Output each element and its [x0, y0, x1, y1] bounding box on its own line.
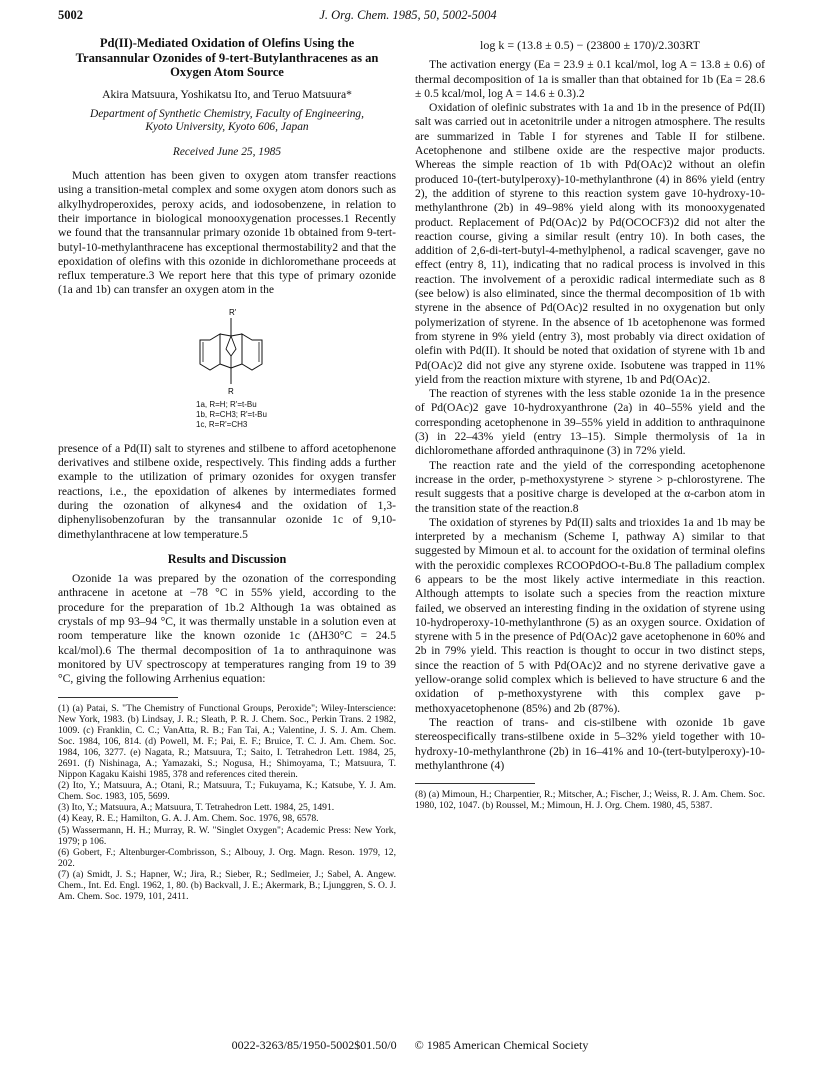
footnote-item: (5) Wassermann, H. H.; Murray, R. W. "Singlet Oxygen"; Academic Press: New York, 1979; p 106. — [58, 824, 396, 847]
article-affiliation: Department of Synthetic Chemistry, Faculty of Engineering, Kyoto University, Kyoto 606, Japan — [90, 107, 364, 134]
footnote-item: (6) Gobert, F.; Altenburger-Combrisson, S.; Albouy, J. Org. Magn. Reson. 1979, 12, 202. — [58, 846, 396, 869]
section-heading: Results and Discussion — [167, 551, 287, 566]
article-authors: Akira Matsuura, Yoshikatsu Ito, and Teruo Matsuura* — [102, 87, 352, 101]
journal-citation: J. Org. Chem. 1985, 50, 5002-5004 — [319, 8, 497, 22]
arrhenius-equation: log k = (13.8 ± 0.5) − (23800 ± 170)/2.303RT — [480, 38, 700, 52]
copyright-notice: © 1985 American Chemical Society — [414, 1038, 589, 1052]
structure-legend — [196, 400, 396, 430]
structure-bridge-bottom-left — [220, 364, 231, 368]
footnote-item: (8) (a) Mimoun, H.; Charpentier, R.; Mitscher, A.; Fischer, J.; Weiss, R. J. Am. Chem. Soc. 1980, 102, 1047. (b) Roussel, M.; Mimoun, H. J. Org. Chem. 1980, 45, 5387. — [415, 789, 765, 812]
body-paragraph: The activation energy (Ea = 23.9 ± 0.1 kcal/mol, log A = 13.8 ± 0.6) of thermal decomposition of 1a is smaller than that obtained for 1b (Ea = 28.6 ± 0.5 kcal/mol, log A = 14.6 ± 0.3).2 — [415, 58, 765, 100]
article-title: Pd(II)-Mediated Oxidation of Olefins Using the Transannular Ozonides of 9-tert-Butylanthracenes as an Oxygen Atom Source — [75, 36, 379, 79]
footnote-item: (4) Keay, R. E.; Hamilton, G. A. J. Am. Chem. Soc. 1976, 98, 6578. — [58, 813, 319, 825]
footnotes-left — [58, 703, 396, 903]
footnote-item: (3) Ito, Y.; Matsuura, A.; Matsuura, T. Tetrahedron Lett. 1984, 25, 1491. — [58, 802, 335, 814]
footnotes-right — [415, 789, 765, 811]
body-paragraph: The reaction of trans- and cis-stilbene with ozonide 1b gave stereospecifically trans-stilbene oxide in 5–32% yield together with 10-hydroxy-10-methylanthrone (2b) in 16–41% and 10-(tert-butylperoxy)-10-methylanthrone (4) — [415, 715, 765, 772]
body-paragraph: The reaction rate and the yield of the corresponding acetophenone increase in the order, p-methoxystyrene > styrene > p-chlorostyrene. The result suggests that a positive charge is developed at the α-carbon atom in the transition state of the reaction.8 — [415, 458, 765, 515]
results-paragraph: Ozonide 1a was prepared by the ozonation of the corresponding anthracene in acetone at −78 °C in 55% yield, according to the procedure for the preparation of 1b.2 Although 1a was obtained as crystals of mp 93–94 °C, it was thermally unstable in a solution even at room temperature like the known ozonide 1c (ΔH30°C = 24.5 kcal/mol).6 The thermal decomposition of 1a to anthraquinone was monitored by UV spectroscopy at temperatures ranging from 19 to 39 °C, giving the following Arrhenius equation: — [58, 572, 396, 686]
legend-item-1c: 1c, R=R'=CH3 — [196, 419, 248, 429]
legend-item-1a: 1a, R=H; R'=t-Bu — [196, 399, 257, 409]
page-footer — [0, 1038, 820, 1053]
paragraph-continuation: presence of a Pd(II) salt to styrenes and stilbene to afford acetophenone derivatives and stilbene oxide, respectively. This finding adds a further example to the utilization of primary ozonides for oxygen transfer reactions, i.e., the epoxidation of alkenes by intermediates formed during the ozonation of alkynes4 and the oxidation of 1,3-diphenylisobenzofuran by the transannular ozonide 1c of 9,10-dimethylanthracene at low temperature.5 — [58, 441, 396, 541]
body-paragraph: Oxidation of olefinic substrates with 1a and 1b in the presence of Pd(II) salt was carried out in acetonitrile under a nitrogen atmosphere. The results are summarized in Table I for styrenes and Table II for stilbene. Acetophenone and stilbene oxide are the respective major products. Whereas the simple reaction of 1b with Pd(OAc)2 without an olefin produced 10-(tert-butylperoxy)-10-methylanthrone (4) in 86% yield (entry 2), the addition of styrene to this reaction system gave 10-hydroxy-10-methylanthrone (2b) in 49–98% yield along with its monooxygenated product. Replacement of Pd(OAc)2 by Pd(OCOCF3)2 did not alter the reaction course, giving a similar result (entry 10). In both cases, the addition of 2,6-di-tert-butyl-4-methylphenol, a radical scavenger, gave no effect (entry 8, 11), indicating that no radical process is involved in this reaction. The involvement of a peroxidic radical intermediate such as 8 (see below) is also eliminated, since the thermal decomposition of 1b with styrene in the absence of Pd(OAc)2 resulted in no oxygenation but only polymerization of styrene. In the absence of 1b acetophenone was formed from styrene in 9% yield (entry 3), most probably via direct oxidation of olefin with Pd(II). It should be noted that oxidation of styrene with 1b and Pd(OAc)2 did not give any styrene oxide. Isobutene was trapped in 11% yield from the reaction mixture with styrene, 1b and Pd(OAc)2. — [415, 101, 765, 386]
structure-top-label: R' — [229, 307, 237, 317]
structure-bottom-label: R — [228, 386, 234, 396]
left-column — [58, 36, 396, 902]
article-code: 0022-3263/85/1950-5002$01.50/0 — [231, 1038, 397, 1052]
structure-ozonide-bridge — [226, 336, 236, 356]
structure-bridge-bottom-right — [231, 364, 242, 368]
page-header — [58, 8, 758, 26]
right-column — [415, 36, 765, 811]
body-paragraph: The oxidation of styrenes by Pd(II) salts and trioxides 1a and 1b may be interpreted by a mechanism (Scheme I, pathway A) similar to that suggested by Mimoun et al. to account for the oxidation of terminal olefins with the peroxidic complexes RCOOPdOO-t-Bu.8 The palladium complex 6 appears to be the most likely active intermediate in this reaction. Although attempts to isolate such a species from the reaction mixture failed, we observed an interesting finding in the oxidation of styrene using 10-hydroperoxy-10-methylanthrone (5) as an oxygen source. Oxidation of styrene with 5 in the presence of Pd(OAc)2 gave acetophenone in 60% and 2b in 79% yield. This reaction is thought to occur in two distinct steps, since the reaction of 5 with Pd(OAc)2 and no styrene derivative gave a yellow-orange solid complex which is believed to have structure 6 and the oxidation of p-methoxystyrene with this complex gave p-methoxyacetophenone (85%) and 2b (87%). — [415, 515, 765, 715]
structure-bridge-top-left — [220, 334, 231, 336]
structure-bridge-top-right — [231, 334, 242, 336]
footnote-item: (7) (a) Smidt, J. S.; Hapner, W.; Jira, R.; Sieber, R.; Sedlmeier, J.; Sabel, A. Angew. Chem., Int. Ed. Engl. 1962, 1, 80. (b) Backvall, J. E.; Akermark, B.; Ljunggren, S. O. J. Am. Chem. Soc. 1979, 101, 2411. — [58, 868, 396, 903]
intro-paragraph: Much attention has been given to oxygen atom transfer reactions using a transition-metal complex and some oxygen atom donors such as alkylhydroperoxides, peroxy acids, and iodosobenzene, in relation to their importance in biological monooxygenation processes.1 Recently we found that the transannular primary ozonide 1b obtained from 9-tert-butyl-10-methylanthracene has exceptional thermostability2 and that the epoxidation of olefins with this ozonide in dichloromethane proceeds at reflux temperature.3 We report here that this type of primary ozonide (1a and 1b) can transfer an oxygen atom in the — [58, 169, 396, 297]
footnote-divider — [415, 783, 535, 784]
footnote-divider — [58, 697, 178, 698]
ozonide-structure-figure — [196, 306, 266, 398]
received-date: Received June 25, 1985 — [172, 145, 282, 158]
page-number: 5002 — [58, 8, 83, 22]
footnote-item: (2) Ito, Y.; Matsuura, A.; Otani, R.; Matsuura, T.; Fukuyama, K.; Katsube, Y. J. Am. Chem. Soc. 1983, 105, 5699. — [58, 780, 396, 803]
legend-item-1b: 1b, R=CH3; R'=t-Bu — [196, 409, 267, 419]
footnote-item: (1) (a) Patai, S. "The Chemistry of Functional Groups, Peroxide"; Wiley-Interscience: New York, 1983. (b) Lindsay, J. R.; Sleath, P. R. J. Chem. Soc., Perkin Trans. 2 1982, 1009. (c) Franklin, C. C.; VanAtta, R. B.; Fan Tai, A.; Valentine, J. S. J. Am. Chem. Soc. 1984, 106, 814. (d) Powell, M. F.; Pai, E. F.; Bruice, T. C. J. Am. Chem. Soc. 1984, 106, 3277. (e) Nagata, R.; Matsuura, T.; Saito, I. Tetrahedron Lett. 1984, 25, 2691. (f) Nishinaga, A.; Yamazaki, S.; Nogusa, H.; Shimoyama, T.; Matsuura, T. Nippon Kagaku Kaishi 1985, 378 and references cited therein. — [58, 702, 396, 781]
body-paragraph: The reaction of styrenes with the less stable ozonide 1a in the presence of Pd(OAc)2 gave 10-hydroxyanthrone (2a) in 40–55% yield and the corresponding acetophenone in 39–55% yield in addition to anthraquinone (3) in 22–43% yield (entry 13–15). Simple thermolysis of 1a in dichloromethane afforded anthraquinone (3) in 72% yield. — [415, 387, 765, 458]
